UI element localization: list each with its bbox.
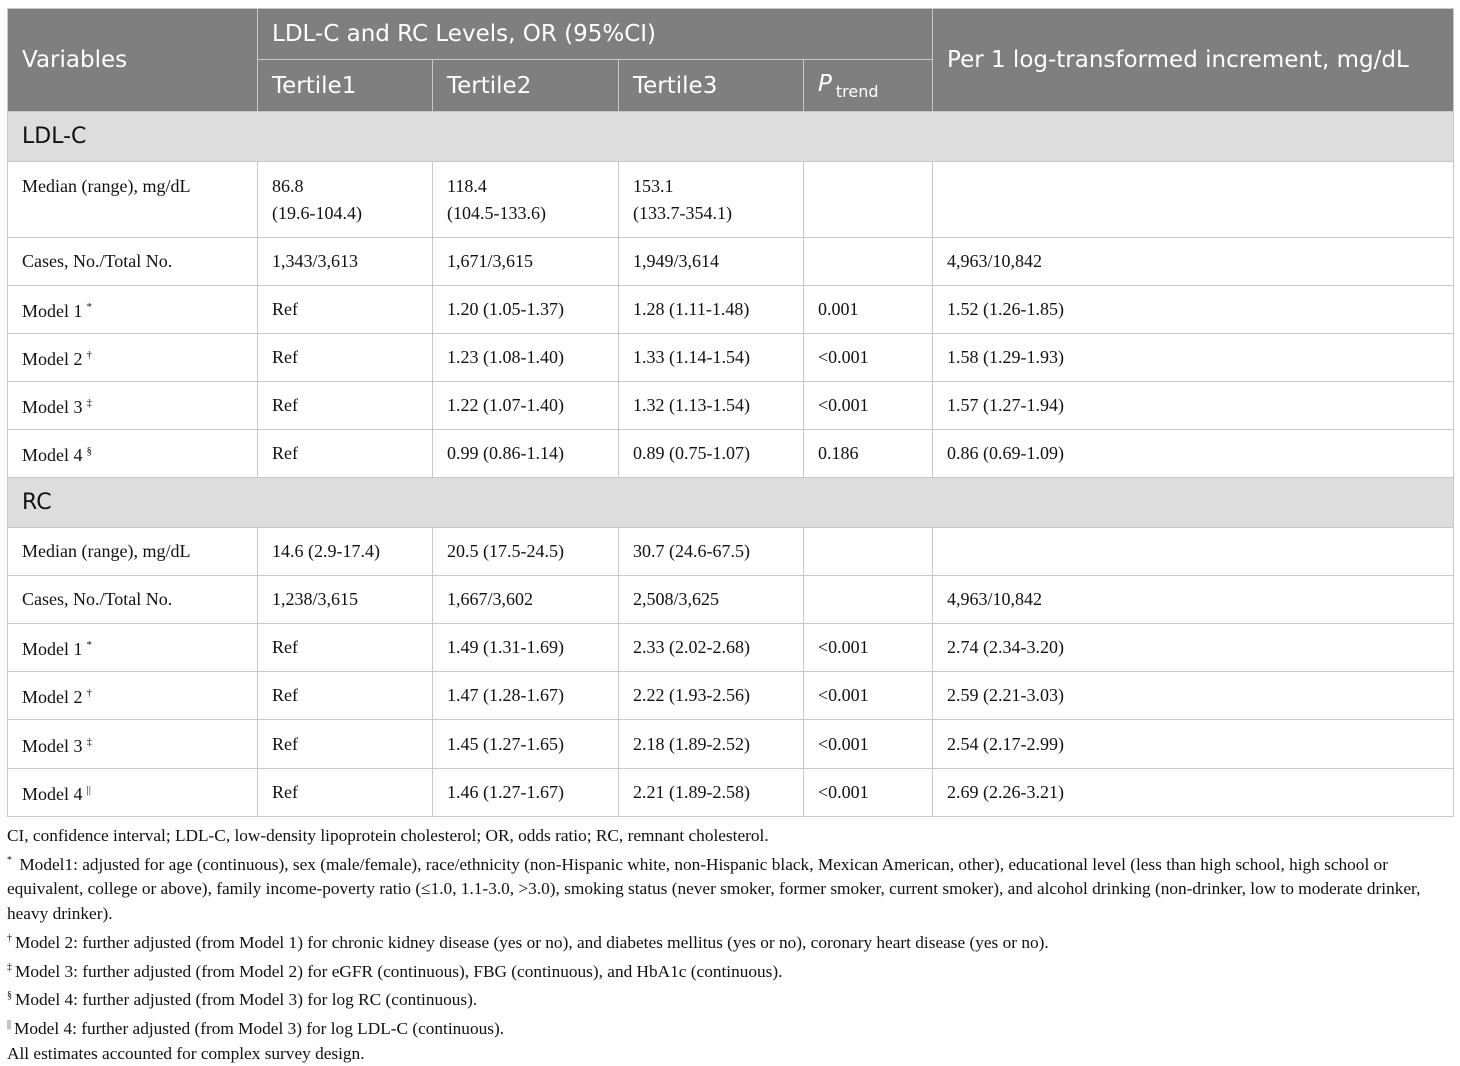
cell-tertile2: 1.47 (1.28-1.67) xyxy=(433,672,619,720)
footnote-abbreviations: CI, confidence interval; LDL-C, low-density lipoprotein cholesterol; OR, odds ratio; RC, remnant cholesterol. xyxy=(7,826,769,845)
cell-p-trend xyxy=(804,238,933,286)
table-row xyxy=(8,334,1454,382)
cell-p-trend: <0.001 xyxy=(804,382,933,430)
row-label: Cases, No./Total No. xyxy=(8,238,258,286)
footnote-marker: ‡ xyxy=(86,735,92,748)
footnote-marker: † xyxy=(86,349,92,361)
cell-tertile1: Ref xyxy=(258,624,433,672)
row-label: Model 1 * xyxy=(8,624,258,672)
row-label: Model 2 † xyxy=(8,672,258,720)
cell-p-trend xyxy=(804,528,933,576)
table-footnotes xyxy=(7,824,1455,1066)
cell-per-increment: 4,963/10,842 xyxy=(933,238,1454,286)
cell-tertile3: 153.1 (133.7-354.1) xyxy=(619,162,804,238)
cell-tertile3: 30.7 (24.6-67.5) xyxy=(619,528,804,576)
footnote-model4-rc: § Model 4: further adjusted (from Model 3) for log RC (continuous). xyxy=(7,990,478,1010)
footnote-marker: ‡ xyxy=(86,397,92,409)
cell-tertile2: 1,667/3,602 xyxy=(433,576,619,624)
cell-tertile2: 1.22 (1.07-1.40) xyxy=(433,382,619,430)
row-label: Model 4 § xyxy=(8,430,258,478)
table-row xyxy=(8,528,1454,576)
section-rc: RC xyxy=(8,478,1454,528)
table-row xyxy=(8,430,1454,478)
cell-per-increment xyxy=(933,162,1454,238)
cell-p-trend xyxy=(804,576,933,624)
footnote-model4-ldl: || Model 4: further adjusted (from Model 3) for log LDL-C (continuous). xyxy=(7,1018,505,1038)
cell-tertile2: 1.45 (1.27-1.65) xyxy=(433,720,619,769)
row-label: Cases, No./Total No. xyxy=(8,576,258,624)
cell-tertile3: 2.21 (1.89-2.58) xyxy=(619,769,804,817)
cell-p-trend xyxy=(804,162,933,238)
cell-tertile3: 2.33 (2.02-2.68) xyxy=(619,624,804,672)
footnote-survey-design: All estimates accounted for complex survey design. xyxy=(7,1043,365,1063)
row-label: Model 4 || xyxy=(8,769,258,817)
table-row xyxy=(8,624,1454,672)
header-tertile2: Tertile2 xyxy=(433,60,619,112)
section-ldl-c: LDL-C xyxy=(8,112,1454,162)
cell-tertile3: 1.28 (1.11-1.48) xyxy=(619,286,804,334)
table-row xyxy=(8,576,1454,624)
footnote-marker: § xyxy=(86,445,92,457)
cell-per-increment: 4,963/10,842 xyxy=(933,576,1454,624)
cell-per-increment: 1.57 (1.27-1.94) xyxy=(933,382,1454,430)
cell-tertile3: 1.32 (1.13-1.54) xyxy=(619,382,804,430)
cell-tertile2: 1.23 (1.08-1.40) xyxy=(433,334,619,382)
cell-p-trend: <0.001 xyxy=(804,624,933,672)
row-label: Median (range), mg/dL xyxy=(8,528,258,576)
table-row xyxy=(8,672,1454,720)
cell-tertile1: Ref xyxy=(258,286,433,334)
cell-tertile1: Ref xyxy=(258,769,433,817)
cell-tertile3: 1,949/3,614 xyxy=(619,238,804,286)
cell-tertile1: Ref xyxy=(258,334,433,382)
cell-p-trend: 0.001 xyxy=(804,286,933,334)
cell-tertile3: 1.33 (1.14-1.54) xyxy=(619,334,804,382)
footnote-model1: * Model1: adjusted for age (continuous), sex (male/female), race/ethnicity (non-Hispanic white, non-Hispanic black, Mexican American, other), educational level (less than high school, high school or equivalent, college or above), family income-poverty ratio (≤1.0, 1.1-3.0, >3.0), smoking status (never smoker, former smoker, current smoker), and alcohol drinking (non-drinker, low to moderate drinker, heavy drinker). xyxy=(7,854,1421,924)
cell-per-increment: 2.59 (2.21-3.03) xyxy=(933,672,1454,720)
row-label: Model 3 ‡ xyxy=(8,382,258,430)
cell-tertile1: Ref xyxy=(258,382,433,430)
cell-per-increment: 2.69 (2.26-3.21) xyxy=(933,769,1454,817)
table-row xyxy=(8,238,1454,286)
row-label: Median (range), mg/dL xyxy=(8,162,258,238)
cell-tertile2: 1.20 (1.05-1.37) xyxy=(433,286,619,334)
cell-p-trend: <0.001 xyxy=(804,672,933,720)
cell-tertile3: 2,508/3,625 xyxy=(619,576,804,624)
footnote-model3: ‡ Model 3: further adjusted (from Model 2) for eGFR (continuous), FBG (continuous), and HbA1c (continuous). xyxy=(7,961,783,981)
cell-tertile3: 0.89 (0.75-1.07) xyxy=(619,430,804,478)
cell-p-trend: <0.001 xyxy=(804,769,933,817)
header-variables: Variables xyxy=(8,9,258,112)
footnote-model2: † Model 2: further adjusted (from Model 1) for chronic kidney disease (yes or no), and diabetes mellitus (yes or no), coronary heart disease (yes or no). xyxy=(7,932,1049,952)
row-label: Model 2 † xyxy=(8,334,258,382)
cell-tertile1: Ref xyxy=(258,430,433,478)
cell-tertile1: 1,238/3,615 xyxy=(258,576,433,624)
cell-tertile2: 118.4 (104.5-133.6) xyxy=(433,162,619,238)
cell-p-trend: <0.001 xyxy=(804,720,933,769)
cell-per-increment: 1.58 (1.29-1.93) xyxy=(933,334,1454,382)
header-tertile1: Tertile1 xyxy=(258,60,433,112)
cell-tertile2: 1,671/3,615 xyxy=(433,238,619,286)
header-tertile3: Tertile3 xyxy=(619,60,804,112)
cell-p-trend: <0.001 xyxy=(804,334,933,382)
cell-tertile1: 86.8 (19.6-104.4) xyxy=(258,162,433,238)
cell-per-increment: 2.74 (2.34-3.20) xyxy=(933,624,1454,672)
footnote-marker: || xyxy=(86,784,91,796)
cell-per-increment xyxy=(933,528,1454,576)
header-p-trend: P $_{trend}$ xyxy=(804,60,933,112)
cell-tertile3: 2.22 (1.93-2.56) xyxy=(619,672,804,720)
header-per-increment: Per 1 log-transformed increment, mg/dL xyxy=(933,9,1454,112)
cell-tertile1: Ref xyxy=(258,720,433,769)
cell-per-increment: 2.54 (2.17-2.99) xyxy=(933,720,1454,769)
cell-tertile2: 0.99 (0.86-1.14) xyxy=(433,430,619,478)
footnote-marker: * xyxy=(86,639,92,651)
results-table xyxy=(7,8,1454,817)
cell-tertile2: 1.49 (1.31-1.69) xyxy=(433,624,619,672)
cell-tertile3: 2.18 (1.89-2.52) xyxy=(619,720,804,769)
table-row xyxy=(8,382,1454,430)
cell-tertile1: 1,343/3,613 xyxy=(258,238,433,286)
row-label: Model 3 ‡ xyxy=(8,720,258,769)
cell-tertile2: 1.46 (1.27-1.67) xyxy=(433,769,619,817)
table-row xyxy=(8,720,1454,769)
table-row xyxy=(8,769,1454,817)
header-group-levels: LDL-C and RC Levels, OR (95%CI) xyxy=(258,9,933,60)
cell-p-trend: 0.186 xyxy=(804,430,933,478)
cell-per-increment: 1.52 (1.26-1.85) xyxy=(933,286,1454,334)
footnote-marker: † xyxy=(86,687,92,699)
cell-per-increment: 0.86 (0.69-1.09) xyxy=(933,430,1454,478)
footnote-marker: * xyxy=(86,301,92,313)
results-table-container xyxy=(7,8,1453,817)
table-row xyxy=(8,162,1454,238)
cell-tertile2: 20.5 (17.5-24.5) xyxy=(433,528,619,576)
table-row xyxy=(8,286,1454,334)
cell-tertile1: Ref xyxy=(258,672,433,720)
cell-tertile1: 14.6 (2.9-17.4) xyxy=(258,528,433,576)
row-label: Model 1 * xyxy=(8,286,258,334)
